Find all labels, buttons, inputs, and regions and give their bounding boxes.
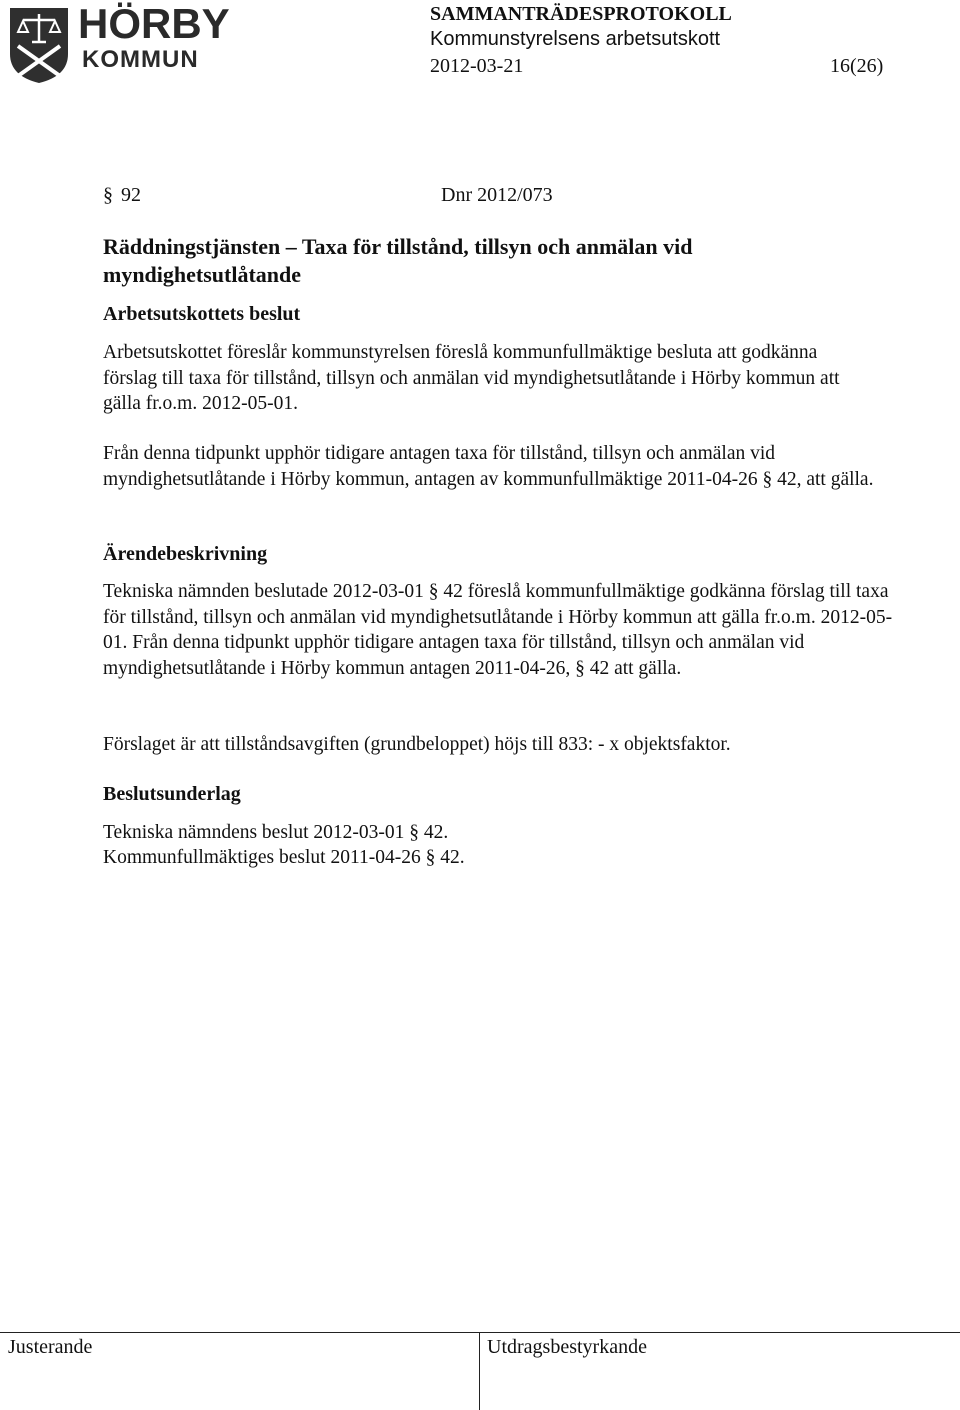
description-paragraph-1: Tekniska nämnden beslutade 2012-03-01 § 42 föreslå kommunfullmäktige godkänna förslag till taxa för tillstånd, tillsyn och anmälan vid myndighetsutlåtande i Hörby kommun att gälla fr.o.m. 2012-05-01. Från denna tidpunkt upphör tidigare antagen taxa för tillstånd, tillsyn och anmälan vid myndighetsutlåtande i Hörby kommun antagen 2011-04-26, § 42 att gälla. xyxy=(103,581,893,679)
basis-line-2: Kommunfullmäktiges beslut 2011-04-26 § 42. xyxy=(103,847,465,868)
footer-column-divider xyxy=(479,1332,480,1410)
page-number: 16(26) xyxy=(830,55,884,77)
protocol-title: SAMMANTRÄDESPROTOKOLL xyxy=(430,3,732,25)
decision-paragraph-2: Från denna tidpunkt upphör tidigare antagen taxa för tillstånd, tillsyn och anmälan vid myndighetsutlåtande i Hörby kommun, antagen av kommunfullmäktige 2011-04-26 § 42, att gälla. xyxy=(103,443,874,490)
diary-number: Dnr 2012/073 xyxy=(441,184,553,206)
body-name: Kommunstyrelsens arbetsutskott xyxy=(430,28,721,50)
footer-divider xyxy=(0,1332,960,1333)
meeting-date: 2012-03-21 xyxy=(430,55,524,77)
basis-line-1: Tekniska nämndens beslut 2012-03-01 § 42. xyxy=(103,822,449,843)
description-heading: Ärendebeskrivning xyxy=(103,543,268,565)
section-symbol: § xyxy=(103,184,113,206)
coat-of-arms-icon xyxy=(8,6,70,84)
decision-heading: Arbetsutskottets beslut xyxy=(103,303,301,325)
logo-wordmark: HÖRBY xyxy=(78,0,230,47)
section-number-value: 92 xyxy=(121,184,141,206)
horby-logo xyxy=(8,0,230,86)
section-number xyxy=(103,184,141,207)
logo-subtitle: KOMMUN xyxy=(82,46,199,73)
decision-paragraph-1: Arbetsutskottet föreslår kommunstyrelsen föreslå kommunfullmäktige besluta att godkänna förslag till taxa för tillstånd, tillsyn och anmälan vid myndighetsutlåtande i Hörby kommun att gälla fr.o.m. 2012-05-01. xyxy=(103,342,840,414)
description-paragraph-2: Förslaget är att tillståndsavgiften (grundbeloppet) höjs till 833: - x objektsfaktor. xyxy=(103,734,731,755)
footer-certification-label: Utdragsbestyrkande xyxy=(487,1336,647,1358)
footer-initials-label: Justerande xyxy=(8,1336,93,1358)
basis-heading: Beslutsunderlag xyxy=(103,783,241,805)
case-title: Räddningstjänsten – Taxa för tillstånd, tillsyn och anmälan vid myndighetsutlåtande xyxy=(103,234,693,287)
